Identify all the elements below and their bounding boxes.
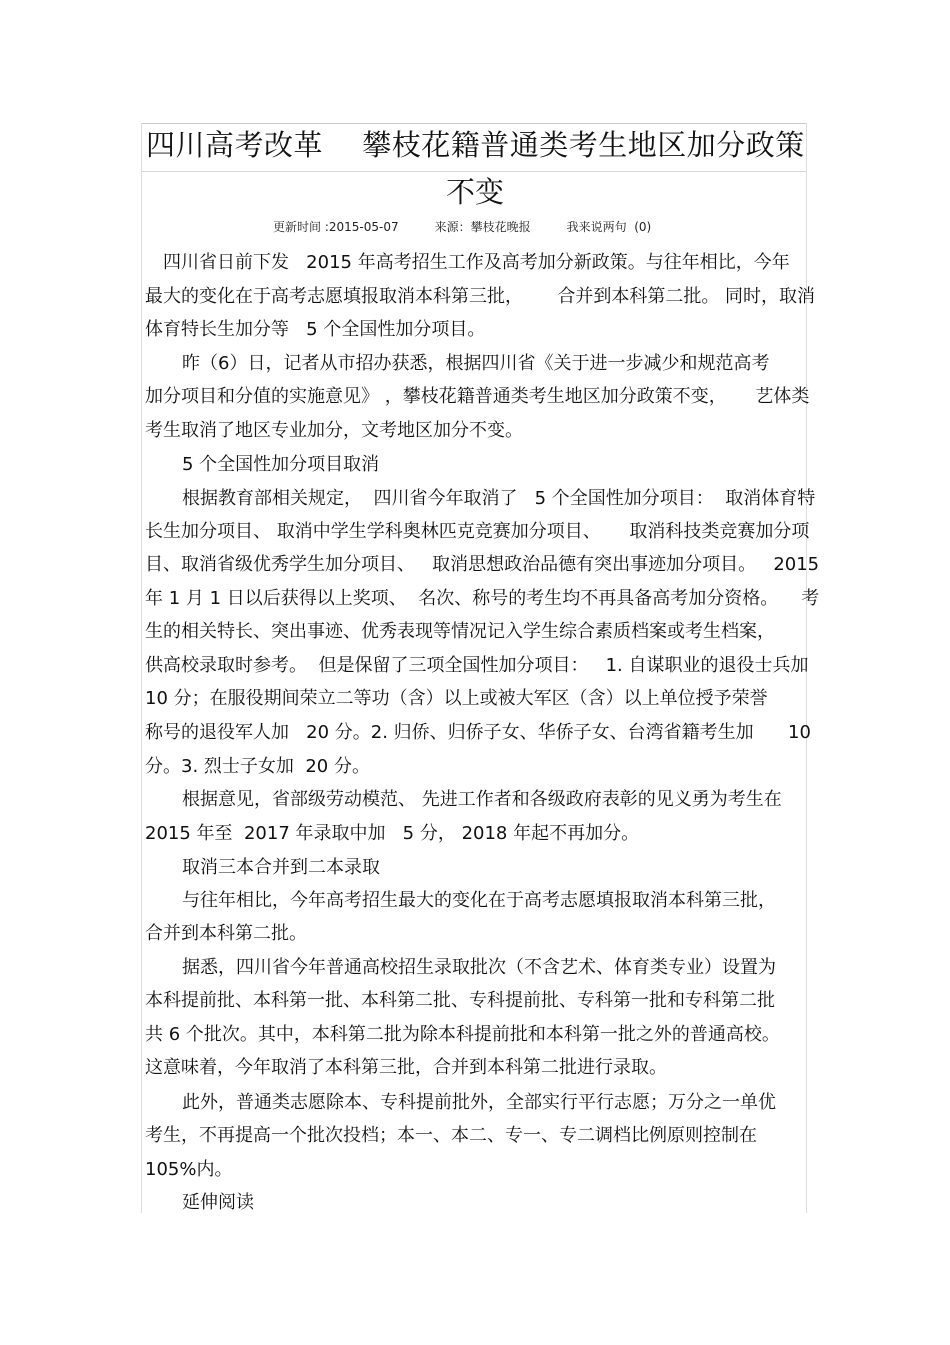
article-title-line-1: 四川高考改革 攀枝花籍普通类考生地区加分政策 — [146, 128, 805, 162]
body-line: 体育特长生加分等 5 个全国性加分项目。 — [145, 319, 486, 340]
body-line: 供高校录取时参考。 但是保留了三项全国性加分项目： 1. 自谋职业的退役士兵加 — [145, 655, 809, 676]
body-line: 与往年相比，今年高考招生最大的变化在于高考志愿填报取消本科第三批， — [182, 890, 776, 911]
body-line: 长生加分项目、 取消中学生学科奥林匹克竞赛加分项目、 取消科技类竞赛加分项 — [145, 521, 810, 542]
body-line: 据悉，四川省今年普通高校招生录取批次（不含艺术、体育类专业）设置为 — [182, 957, 776, 978]
body-line: 这意味着，今年取消了本科第三批，合并到本科第二批进行录取。 — [145, 1057, 667, 1078]
body-line: 昨（6）日，记者从市招办获悉，根据四川省《关于进一步减少和规范高考 — [182, 353, 770, 374]
body-line: 考生取消了地区专业加分，文考地区加分不变。 — [145, 420, 523, 441]
body-line: 根据意见，省部级劳动模范、 先进工作者和各级政府表彰的见义勇为考生在 — [182, 789, 782, 810]
body-line: 最大的变化在于高考志愿填报取消本科第三批， 合并到本科第二批。 同时，取消 — [145, 286, 816, 307]
body-line: 加分项目和分值的实施意见》 ，攀枝花籍普通类考生地区加分政策不变， 艺体类 — [145, 386, 810, 407]
body-line: 本科提前批、本科第一批、本科第二批、专科提前批、专科第一批和专科第二批 — [145, 990, 775, 1011]
body-line: 2015 年至 2017 年录取中加 5 分， 2018 年起不再加分。 — [145, 823, 640, 844]
body-line: 10 分；在服役期间荣立二等功（含）以上或被大军区（含）以上单位授予荣誉 — [145, 688, 768, 709]
article-title-line-2: 不变 — [445, 175, 504, 209]
body-line: 此外，普通类志愿除本、专科提前批外，全部实行平行志愿；万分之一单优 — [182, 1092, 776, 1113]
body-line: 根据教育部相关规定， 四川省今年取消了 5 个全国性加分项目： 取消体育特 — [182, 488, 816, 509]
body-line: 共 6 个批次。其中，本科第二批为除本科提前批和本科第一批之外的普通高校。 — [145, 1024, 780, 1045]
frame-top-rule — [141, 123, 807, 124]
related-reading-heading: 延伸阅读 — [182, 1192, 254, 1213]
body-line: 105%内。 — [145, 1159, 233, 1180]
section-heading: 5 个全国性加分项目取消 — [182, 454, 380, 475]
section-heading: 取消三本合并到二本录取 — [182, 857, 380, 878]
frame-left-rule — [141, 123, 142, 1213]
body-line: 生的相关特长、突出事迹、优秀表现等情况记入学生综合素质档案或考生档案， — [145, 621, 775, 642]
body-line: 考生，不再提高一个批次投档；本一、本二、专一、专二调档比例原则控制在 — [145, 1125, 757, 1146]
body-line: 称号的退役军人加 20 分。2. 归侨、归侨子女、华侨子女、台湾省籍考生加 10 — [145, 722, 811, 743]
article-meta: 更新时间 :2015-05-07 来源：攀枝花晚报 我来说两句 (0) — [273, 220, 652, 234]
body-line: 四川省日前下发 2015 年高考招生工作及高考加分新政策。与往年相比，今年 — [163, 252, 790, 273]
body-line: 分。3. 烈士子女加 20 分。 — [145, 756, 370, 777]
body-line: 年 1 月 1 日以后获得以上奖项、 名次、称号的考生均不再具备高考加分资格。 考 — [145, 588, 820, 609]
body-line: 合并到本科第二批。 — [145, 923, 307, 944]
body-line: 目、取消省级优秀学生加分项目、 取消思想政治品德有突出事迹加分项目。 2015 — [145, 554, 820, 575]
